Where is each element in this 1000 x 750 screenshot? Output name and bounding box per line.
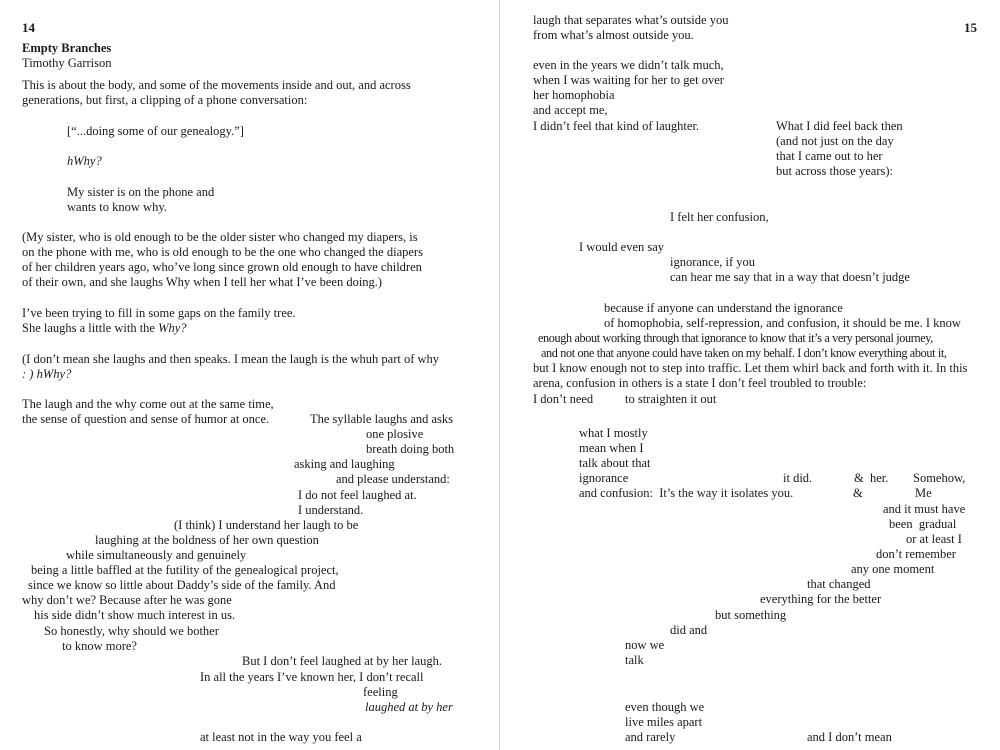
text-line: I’ve been trying to fill in some gaps on the family tree. <box>22 306 296 320</box>
text-line: I understand. <box>298 503 364 517</box>
text-line: arena, confusion in others is a state I don’t feel troubled to trouble: <box>533 376 867 390</box>
text-line: one plosive <box>366 427 424 441</box>
text-line: I didn’t feel that kind of laughter. <box>533 119 700 133</box>
text-line: but something <box>715 608 787 622</box>
text-line: This is about the body, and some of the movements inside and out, and across <box>22 78 411 92</box>
text-line: when I was waiting for her to get over <box>533 73 724 87</box>
text-line: But I don’t feel laughed at by her laugh. <box>242 654 443 668</box>
text-line: been gradual <box>889 517 957 531</box>
text-line: The syllable laughs and asks <box>310 412 454 426</box>
text-line: I do not feel laughed at. <box>298 488 417 502</box>
text-line: but I know enough not to step into traffic. Let them whirl back and forth with it. In this <box>533 361 968 375</box>
text-line: and I don’t mean <box>807 730 892 744</box>
text-line: and rarely <box>625 730 676 744</box>
text-line: I would even say <box>579 240 665 254</box>
text-line: breath doing both <box>366 442 455 456</box>
text-line: (I think) I understand her laugh to be <box>174 518 359 532</box>
text-line: (I don’t mean she laughs and then speaks. I mean the laugh is the whuh part of why <box>22 352 440 366</box>
text-line: that changed <box>807 577 871 591</box>
text-line: what I mostly <box>579 426 648 440</box>
text-line: and confusion: It’s the way it isolates you. <box>579 486 794 500</box>
poem-author: Timothy Garrison <box>22 56 112 70</box>
text-line: even in the years we didn’t talk much, <box>533 58 724 72</box>
text-line: on the phone with me, who is old enough to be the one who changed the diapers <box>22 245 423 259</box>
text-line: I don’t need <box>533 392 594 406</box>
text-line: and accept me, <box>533 103 608 117</box>
text-line: because if anyone can understand the ignorance <box>604 301 843 315</box>
text-line: So honestly, why should we bother <box>44 624 219 638</box>
text-line: did and <box>670 623 708 637</box>
poem-title: Empty Branches <box>22 41 112 55</box>
text-line: the sense of question and sense of humor at once. <box>22 412 270 426</box>
text-line: [“...doing some of our genealogy.”] <box>67 124 244 138</box>
text-line: asking and laughing <box>294 457 395 471</box>
text-line: and please understand: <box>336 472 450 486</box>
text-line: her homophobia <box>533 88 615 102</box>
text-line: now we <box>625 638 665 652</box>
text-line <box>22 321 187 336</box>
text-line: wants to know why. <box>67 200 167 214</box>
text-line: hWhy? <box>67 154 102 168</box>
text-line: What I did feel back then <box>776 119 903 133</box>
text-line: and not one that anyone could have taken on my behalf. I don’t know everything about it, <box>541 346 947 360</box>
text-line: & <box>853 486 863 500</box>
text-line: (My sister, who is old enough to be the older sister who changed my diapers, is <box>22 230 418 244</box>
page-number-right: 15 <box>964 20 977 35</box>
text-line: live miles apart <box>625 715 703 729</box>
text-line: since we know so little about Daddy’s side of the family. And <box>28 578 336 592</box>
text-line: talk about that <box>579 456 651 470</box>
text-line: his side didn’t show much interest in us. <box>34 608 236 622</box>
text-line: enough about working through that ignorance to know that it’s a very personal journey, <box>538 331 933 345</box>
text-line: ignorance, if you <box>670 255 756 269</box>
text-line: of her children years ago, who’ve long since grown old enough to have children <box>22 260 422 274</box>
text-line: Somehow, <box>913 471 966 485</box>
right-page <box>500 0 1000 750</box>
text-line: generations, but first, a clipping of a phone conversation: <box>22 93 308 107</box>
text-line: it did. <box>783 471 813 485</box>
text-line: or at least I <box>906 532 962 546</box>
text-line: from what’s almost outside you. <box>533 28 694 42</box>
text-line: that I came out to her <box>776 149 883 163</box>
text-line: : ) hWhy? <box>22 367 72 381</box>
text-line: to straighten it out <box>625 392 717 406</box>
text-line: In all the years I’ve known her, I don’t recall <box>200 670 424 684</box>
italic-span: Why? <box>158 321 187 335</box>
text-line: of homophobia, self-repression, and confusion, it should be me. I know <box>604 316 961 330</box>
text-line: being a little baffled at the futility of the genealogical project, <box>31 563 339 577</box>
text-line: why don’t we? Because after he was gone <box>22 593 232 607</box>
text-line: don’t remember <box>876 547 956 561</box>
text-line: any one moment <box>851 562 935 576</box>
text-line: but across those years): <box>776 164 893 178</box>
text-line: even though we <box>625 700 705 714</box>
text-line: I felt her confusion, <box>670 210 769 224</box>
text-span: She laughs a little with the <box>22 321 159 335</box>
text-line: laughing at the boldness of her own question <box>95 533 319 547</box>
text-line: at least not in the way you feel a <box>200 730 362 744</box>
text-line: while simultaneously and genuinely <box>66 548 247 562</box>
text-line: can hear me say that in a way that doesn’t judge <box>670 270 910 284</box>
text-line: mean when I <box>579 441 644 455</box>
text-line: laughed at by her <box>365 700 453 714</box>
page-number-left: 14 <box>22 20 35 35</box>
text-line: (and not just on the day <box>776 134 894 148</box>
text-line: talk <box>625 653 644 667</box>
text-line: everything for the better <box>760 592 882 606</box>
text-line: to know more? <box>62 639 137 653</box>
text-line: Me <box>915 486 932 500</box>
text-line: My sister is on the phone and <box>67 185 215 199</box>
text-line: ignorance <box>579 471 629 485</box>
text-line: laugh that separates what’s outside you <box>533 13 729 27</box>
text-line: feeling <box>363 685 398 699</box>
text-line: and it must have <box>883 502 966 516</box>
text-line: of their own, and she laughs Why when I tell her what I’ve been doing.) <box>22 275 383 289</box>
text-line: The laugh and the why come out at the same time, <box>22 397 274 411</box>
text-line: & her. <box>854 471 889 485</box>
